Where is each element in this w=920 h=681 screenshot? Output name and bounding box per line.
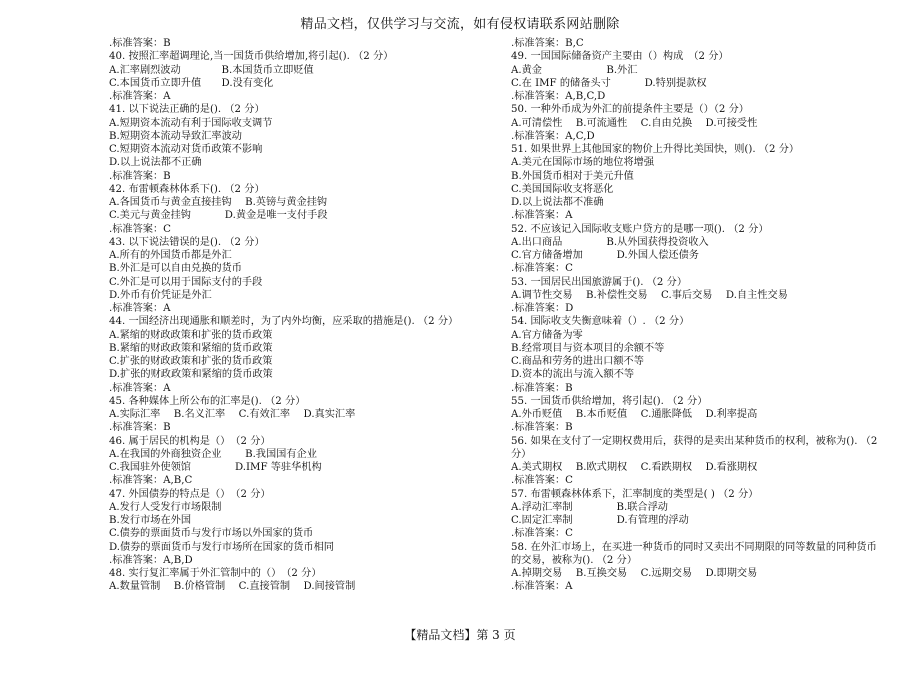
text-line: C.外汇是可以用于国际支付的手段 [109,276,263,288]
text-line: .标准答案：B [109,170,171,182]
text-line: .标准答案：B [109,38,171,49]
text-line: .标准答案：A [109,91,171,102]
text-line: 52. 不应该记入国际收支账户贷方的是哪一项(). （2 分） [511,223,769,235]
text-line: 55. 一国货币供给增加，将引起(). （2 分） [511,395,708,407]
text-line: A.实际汇率 B.名义汇率 C.有效汇率 D.真实汇率 [109,409,356,420]
text-line: 56. 如果在支付了一定期权费用后，获得的是卖出某种货币的权利，被称为(). （2 分） [511,435,878,460]
text-line: A.各国货币与黄金直接挂钩 B.英镑与黄金挂钩 [109,197,328,208]
text-line: .标准答案：C [511,528,573,540]
text-line: A.汇率剧烈波动 B.本国货币立即贬值 [109,64,314,76]
text-line: 45. 各种媒体上所公布的汇率是(). （2 分） [109,395,306,407]
text-line: .标准答案：D [511,303,574,314]
text-line: C.在 IMF 的储备头寸 D.特别提款权 [511,77,707,89]
text-line: C.固定汇率制 D.有管理的浮动 [511,515,689,526]
left-column [109,37,504,594]
text-line: A.调节性交易 B.补偿性交易 C.事后交易 D.自主性交易 [511,289,788,301]
text-line: B.经常项目与资本项目的余额不等 [511,342,665,354]
text-line: .标准答案：B,C [511,38,584,49]
text-line: 42. 布雷顿森林体系下(). （2 分） [109,183,265,195]
text-line: 43. 以下说法错误的是(). （2 分） [109,236,265,248]
text-line: 40. 按照汇率超调理论,当一国货币供给增加,将引起(). （2 分） [109,51,394,63]
text-line: A.官方储备为零 [511,329,583,341]
text-line: 54. 国际收支失衡意味着（）. （2 分） [511,316,690,328]
text-line: C.美元与黄金挂钩 D.黄金是唯一支付手段 [109,210,328,222]
text-line: C.我国驻外使领馆 D.IMF 等驻华机构 [109,462,322,473]
text-line: 53. 一国居民出国旅游属于(). （2 分） [511,276,688,288]
text-line: C.官方储备增加 D.外国人偿还债务 [511,250,699,261]
text-line: C.短期资本流动对货币政策不影响 [109,144,263,155]
text-line: A.可清偿性 B.可流通性 C.自由兑换 D.可接受性 [511,117,758,129]
text-line: D.资本的流出与流入额不等 [511,369,635,381]
text-line: A.在我国的外商独资企业 B.我国国有企业 [109,448,317,460]
text-line: A.所有的外国货币都是外汇 [109,250,232,261]
text-line: 44. 一国经济出现通胀和顺差时，为了内外均衡，应采取的措施是(). （2 分） [109,316,459,328]
text-line: 46. 属于居民的机构是（） （2 分） [109,435,271,447]
text-line: A.美式期权 B.欧式期权 C.看跌期权 D.看涨期权 [511,462,758,473]
text-line: A.出口商品 B.从外国获得投资收入 [511,236,709,248]
text-line: .标准答案：B [511,382,573,394]
text-line: .标准答案：B [109,422,171,434]
text-line: .标准答案：B [511,422,573,434]
text-line: C.债券的票面货币与发行市场以外国家的货币 [109,528,314,540]
text-line: C.美国国际收支将恶化 [511,183,614,195]
text-line: .标准答案：A,B,D [109,554,193,566]
text-line: C.本国货币立即升值 D.没有变化 [109,77,274,89]
text-line: D.扩张的财政政策和紧缩的货币政策 [109,369,273,381]
text-line: B.外国货币相对于美元升值 [511,170,634,182]
text-line: 48. 实行复汇率属于外汇管制中的（） （2 分） [109,568,322,579]
text-line: .标准答案：A [109,303,171,314]
text-line: D.外币有价凭证是外汇 [109,289,212,301]
page-header: 精品文档，仅供学习与交流，如有侵权请联系网站删除 [300,17,620,32]
text-line: B.发行市场在外国 [109,515,192,526]
text-line: A.短期资本流动有利于国际收支调节 [109,117,273,129]
text-line: 51. 如果世界上其他国家的物价上升得比美国快，则(). （2 分） [511,144,800,155]
text-line: 49. 一国国际储备资产主要由（）构成 （2 分） [511,51,729,63]
text-line: 58. 在外汇市场上，在买进一种货币的同时又卖出不同期限的同等数量的同种货币的交易，被称为(). （2 分） [511,541,877,566]
text-line: A.美元在国际市场的地位将增强 [511,157,655,169]
text-line: 41. 以下说法正确的是(). （2 分） [109,104,265,116]
text-line: 57. 布雷顿森林体系下，汇率制度的类型是( ) （2 分） [511,488,759,500]
text-line: D.以上说法都不正确 [109,157,202,169]
text-line: C.扩张的财政政策和扩张的货币政策 [109,356,273,367]
text-line: D.以上说法都不准确 [511,197,604,208]
text-line: .标准答案：A,B,C [109,475,193,487]
right-column [511,37,886,594]
text-line: A.浮动汇率制 B.联合浮动 [511,501,668,513]
text-line: C.商品和劳务的进出口额不等 [511,356,644,367]
text-line: A.黄金 B.外汇 [511,64,638,76]
text-line: 47. 外国债券的特点是（） （2 分） [109,488,271,500]
text-line: A.发行人受发行市场限制 [109,501,222,513]
text-line: .标准答案：C [511,475,573,487]
text-line: D.债券的票面货币与发行市场所在国家的货币相同 [109,541,334,553]
text-line: .标准答案：A [511,210,573,222]
text-line: .标准答案：C [109,223,171,235]
text-line: A.掉期交易 B.互换交易 C.远期交易 D.即期交易 [511,568,758,579]
text-line: A.紧缩的财政政策和扩张的货币政策 [109,329,273,341]
page-footer: 【精品文档】第 3 页 [404,628,516,642]
text-line: .标准答案：A,B,C,D [511,91,606,102]
text-line: A.数量管制 B.价格管制 C.直接管制 D.间接管制 [109,581,356,593]
text-line: B.紧缩的财政政策和紧缩的货币政策 [109,342,273,354]
text-line: .标准答案：A [109,382,171,394]
text-line: B.外汇是可以自由兑换的货币 [109,263,242,275]
text-line: B.短期资本流动导致汇率波动 [109,130,242,142]
text-line: A.外币贬值 B.本币贬值 C.通胀降低 D.利率提高 [511,409,758,420]
text-line: 50. 一种外币成为外汇的前提条件主要是（）（2 分） [511,104,749,116]
text-line: .标准答案：C [511,263,573,275]
text-line: .标准答案：A [511,581,573,593]
text-line: .标准答案：A,C,D [511,130,595,142]
